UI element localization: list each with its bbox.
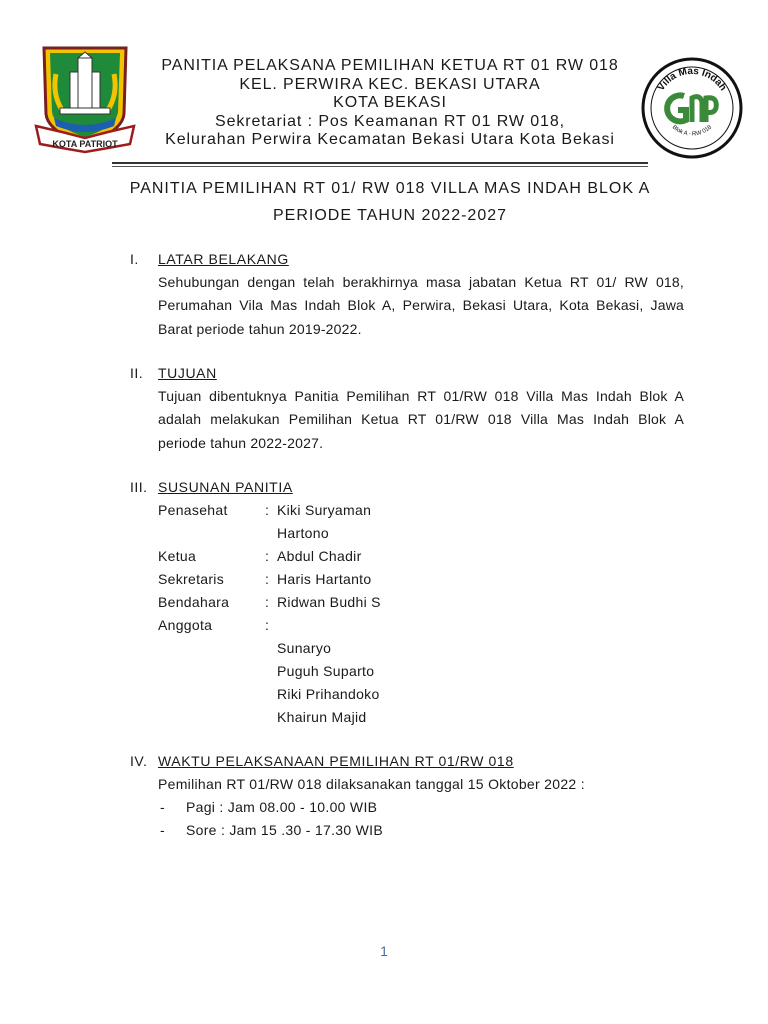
section-4-heading: WAKTU PELAKSANAAN PEMILIHAN RT 01/RW 018 (158, 753, 514, 769)
letterhead-line-1: PANITIA PELAKSANA PEMILIHAN KETUA RT 01 RW 018 (161, 57, 619, 74)
role-anggota: Anggota (158, 617, 213, 633)
letterhead-line-5: Kelurahan Perwira Kecamatan Bekasi Utara Kota Bekasi (165, 131, 615, 148)
member-name: Hartono (277, 525, 329, 541)
member-name: Haris Hartanto (277, 571, 372, 587)
header-rule-thick (112, 162, 648, 164)
role-sekretaris: Sekretaris (158, 571, 225, 587)
member-name: Khairun Majid (277, 709, 367, 725)
member-name: Puguh Suparto (277, 663, 375, 679)
role-colon: : (265, 548, 270, 564)
section-1-line-1: Sehubungan dengan telah berakhirnya masa jabatan Ketua RT 01/ RW 018, (158, 274, 684, 290)
role-bendahara: Bendahara (158, 594, 230, 610)
letterhead (120, 57, 660, 150)
document-title-line-1: PANITIA PEMILIHAN RT 01/ RW 018 VILLA MAS INDAH BLOK A (129, 180, 651, 197)
section-4-number: IV. (130, 753, 148, 769)
schedule-sore: Sore : Jam 15 .30 - 17.30 WIB (186, 822, 384, 838)
section-2-number: II. (130, 365, 144, 381)
section-3-heading: SUSUNAN PANITIA (158, 479, 293, 495)
section-2-line-2: adalah melakukan Pemilihan Ketua RT 01/RW 018 Villa Mas Indah Blok A (158, 411, 684, 428)
role-colon: : (265, 571, 270, 587)
section-3-number: III. (130, 479, 148, 495)
section-1-line-2: Perumahan Vila Mas Indah Blok A, Perwira, Bekasi Utara, Kota Bekasi, Jawa (158, 297, 684, 314)
section-4-intro: Pemilihan RT 01/RW 018 dilaksanakan tanggal 15 Oktober 2022 : (158, 776, 585, 792)
letterhead-line-4: Sekretariat : Pos Keamanan RT 01 RW 018, (215, 112, 565, 130)
role-colon: : (265, 502, 270, 518)
section-2-paragraph (158, 385, 684, 455)
header-rule-thin (112, 166, 648, 167)
section-2-line-3: periode tahun 2022-2027. (158, 434, 324, 451)
role-penasehat: Penasehat (158, 502, 228, 518)
section-1-line-3: Barat periode tahun 2019-2022. (158, 320, 362, 337)
bullet-dash: - (160, 822, 165, 838)
section-1-number: I. (130, 251, 139, 267)
logo-top-text: Villa Mas Indah (655, 65, 729, 94)
section-1-heading: LATAR BELAKANG (158, 251, 289, 267)
section-1-paragraph (158, 271, 684, 341)
role-colon: : (265, 617, 270, 633)
document-title-line-2: PERIODE TAHUN 2022-2027 (272, 207, 508, 224)
member-name: Ridwan Budhi S (277, 594, 381, 610)
member-name: Abdul Chadir (277, 548, 362, 564)
letterhead-line-3: KOTA BEKASI (333, 94, 447, 111)
member-name: Riki Prihandoko (277, 686, 380, 702)
letterhead-line-2: KEL. PERWIRA KEC. BEKASI UTARA (239, 75, 541, 93)
bullet-dash: - (160, 799, 165, 815)
member-name: Sunaryo (277, 640, 332, 656)
schedule-pagi: Pagi : Jam 08.00 - 10.00 WIB (186, 799, 378, 815)
member-name: Kiki Suryaman (277, 502, 372, 518)
emblem-banner-text: KOTA PATRIOT (52, 139, 118, 149)
villa-mas-indah-logo-icon (640, 56, 744, 160)
logo-bottom-text: Blok A - RW 018 (670, 124, 714, 138)
role-ketua: Ketua (158, 548, 197, 564)
page-number: 1 (380, 943, 388, 959)
section-2-heading: TUJUAN (158, 365, 217, 381)
section-2-line-1: Tujuan dibentuknya Panitia Pemilihan RT 01/RW 018 Villa Mas Indah Blok A (158, 388, 684, 404)
role-colon: : (265, 594, 270, 610)
